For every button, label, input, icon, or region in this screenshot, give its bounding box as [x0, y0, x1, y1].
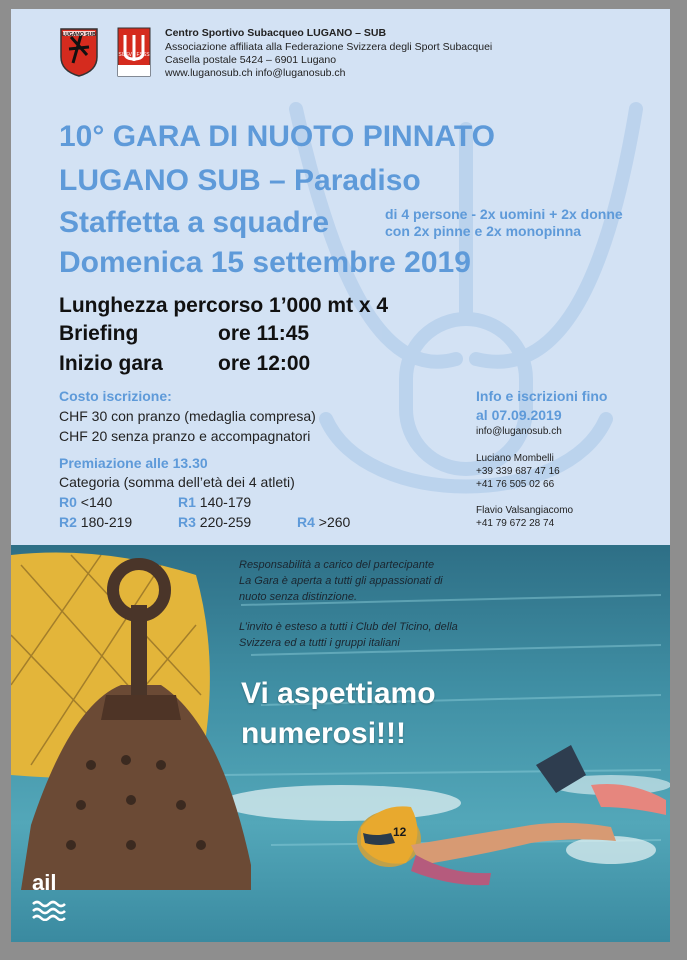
- swim-cap-number: 12: [393, 825, 407, 839]
- notice-line-4: L’invito è esteso a tutti i Club del Ticino, della: [239, 621, 458, 633]
- watermark-emblem-icon: [266, 89, 670, 559]
- org-address: Casella postale 5424 – 6901 Lugano: [165, 54, 337, 66]
- notice-line-1: Responsabilità a carico del partecipante: [239, 559, 435, 571]
- swimmer-photo: [11, 545, 670, 942]
- cost-label: Costo iscrizione:: [59, 388, 172, 404]
- category-r3: R3 220-259: [178, 514, 252, 530]
- event-format: Staffetta a squadre: [59, 206, 330, 239]
- contact-email[interactable]: info@luganosub.ch: [476, 426, 562, 437]
- contact-heading-1: Info e iscrizioni fino: [476, 388, 608, 404]
- cta-line-1: Vi aspettiamo: [241, 677, 436, 710]
- notice-line-2: La Gara è aperta a tutti gli appassionati di: [239, 575, 443, 587]
- cta-line-2: numerosi!!!: [241, 717, 406, 750]
- org-name: Centro Sportivo Subacqueo LUGANO – SUB: [165, 27, 387, 39]
- contact-person-1-phone-1: +39 339 687 47 16: [476, 466, 560, 477]
- briefing-time: ore 11:45: [218, 322, 310, 345]
- category-text: Categoria (somma dell’età dei 4 atleti): [59, 474, 295, 490]
- poster-top-section: [11, 9, 670, 545]
- contact-person-1-name: Luciano Mombelli: [476, 453, 554, 464]
- contact-person-2-phone: +41 79 672 28 74: [476, 518, 555, 529]
- event-date: Domenica 15 settembre 2019: [59, 246, 471, 279]
- event-title: 10° GARA DI NUOTO PINNATO: [59, 120, 495, 153]
- course-length: Lunghezza percorso 1’000 mt x 4: [59, 294, 389, 317]
- org-affiliation: Associazione affiliata alla Federazione Svizzera degli Sport Subacquei: [165, 41, 493, 53]
- category-r2: R2 180-219: [59, 514, 133, 530]
- contact-person-1-phone-2: +41 76 505 02 66: [476, 479, 555, 490]
- start-time: ore 12:00: [218, 352, 311, 375]
- lugano-logo-caption: LUGANO SUB: [62, 32, 96, 38]
- briefing-label: Briefing: [59, 322, 139, 345]
- event-format-note-1: di 4 persone - 2x uomini + 2x donne: [385, 206, 623, 222]
- waves-icon: [32, 899, 66, 921]
- category-r4: R4 >260: [297, 514, 351, 530]
- start-label: Inizio gara: [59, 352, 163, 375]
- cost-line-2: CHF 20 senza pranzo e accompagnatori: [59, 428, 311, 444]
- notice-line-3: nuoto senza distinzione.: [239, 591, 358, 603]
- event-format-note-2: con 2x pinne e 2x monopinna: [385, 223, 582, 239]
- susv-logo-caption: SUSV • FSSS: [118, 52, 150, 58]
- ail-sponsor-logo: ail: [32, 870, 57, 895]
- event-subtitle: LUGANO SUB – Paradiso: [59, 164, 421, 197]
- contact-person-2-name: Flavio Valsangiacomo: [476, 505, 574, 516]
- event-poster: [11, 9, 670, 942]
- category-r1: R1 140-179: [178, 494, 252, 510]
- contact-heading-2: al 07.09.2019: [476, 407, 562, 423]
- awards-label: Premiazione alle 13.30: [59, 455, 208, 471]
- cost-line-1: CHF 30 con pranzo (medaglia compresa): [59, 408, 316, 424]
- org-web-email[interactable]: www.luganosub.ch info@luganosub.ch: [165, 67, 346, 79]
- category-r0: R0 <140: [59, 494, 113, 510]
- notice-line-5: Svizzera ed a tutti i gruppi italiani: [239, 637, 400, 649]
